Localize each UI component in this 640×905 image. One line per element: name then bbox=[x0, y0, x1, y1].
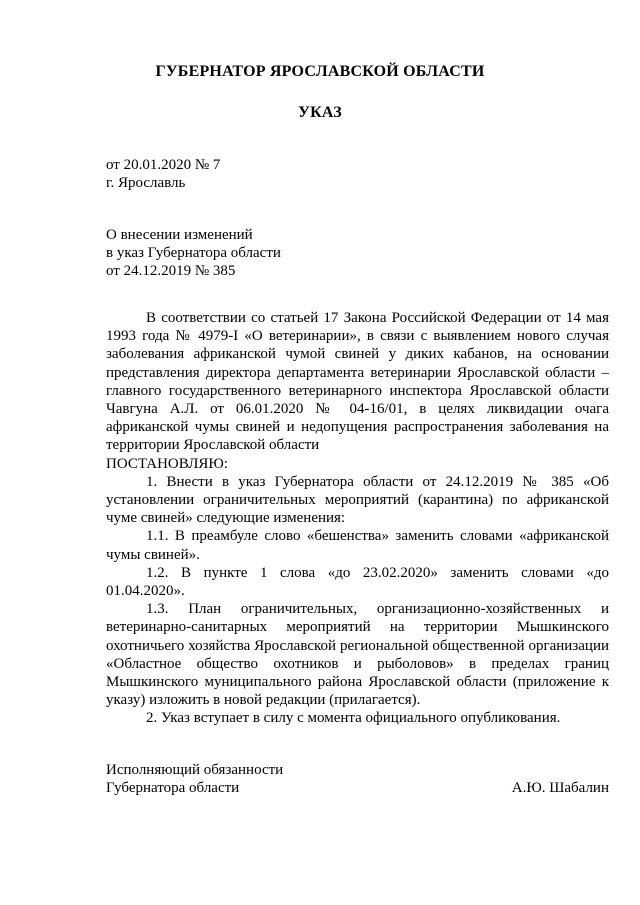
subject-line-1: О внесении изменений bbox=[106, 227, 253, 243]
signer-name: А.Ю. Шабалин bbox=[511, 780, 609, 796]
date-number: от 20.01.2020 № 7 bbox=[106, 157, 221, 173]
signer-position-line-1: Исполняющий обязанности bbox=[106, 762, 284, 778]
item-1-2: 1.2. В пункте 1 слова «до 23.02.2020» заменить словами «до 01.04.2020». bbox=[106, 564, 609, 600]
signature-row bbox=[106, 779, 609, 797]
subject-line-2: в указ Губернатора области bbox=[106, 245, 281, 261]
signer-position-line-2: Губернатора области bbox=[106, 780, 240, 796]
preamble-paragraph: В соответствии со статьей 17 Закона Российской Федерации от 14 мая 1993 года № 4979-I «О ветеринарии», в связи с выявлением нового случая заболевания африканской чумой свиней у диких кабанов, на основании представления директора департамента ветеринарии Ярославской области – главного государственного ветеринарного инспектора Ярославской области Чавгуна А.Л. от 06.01.2020 № 04-16/01, в целях ликвидации очага африканской чумы свиней и недопущения распространения заболевания на территории Ярославской области bbox=[106, 310, 609, 454]
decree-body bbox=[106, 309, 609, 728]
document-type-heading: УКАЗ bbox=[298, 104, 342, 121]
signature-block bbox=[106, 761, 609, 797]
decree-word: ПОСТАНОВЛЯЮ: bbox=[106, 455, 228, 472]
item-1-3: 1.3. План ограничительных, организационно-хозяйственных и ветеринарно-санитарных мероприятий на территории Мышкинского охотничьего хозяйства Ярославской региональной общественной организации «Областное общество охотников и рыболовов» в пределах границ Мышкинского муниципального района Ярославской области (приложение к указу) изложить в новой редакции (прилагается). bbox=[106, 601, 609, 709]
authority-heading: ГУБЕРНАТОР ЯРОСЛАВСКОЙ ОБЛАСТИ bbox=[155, 63, 485, 80]
item-2: 2. Указ вступает в силу с момента официального опубликования. bbox=[146, 710, 561, 727]
item-1-1: 1.1. В преамбуле слово «бешенства» заменить словами «африканской чумы свиней». bbox=[106, 528, 609, 563]
item-1: 1. Внести в указ Губернатора области от 24.12.2019 № 385 «Об установлении ограничительных мероприятий (карантина) по африканской чуме свиней» следующие изменения: bbox=[106, 473, 609, 527]
city: г. Ярославль bbox=[106, 175, 186, 191]
subject-line-3: от 24.12.2019 № 385 bbox=[106, 263, 236, 279]
